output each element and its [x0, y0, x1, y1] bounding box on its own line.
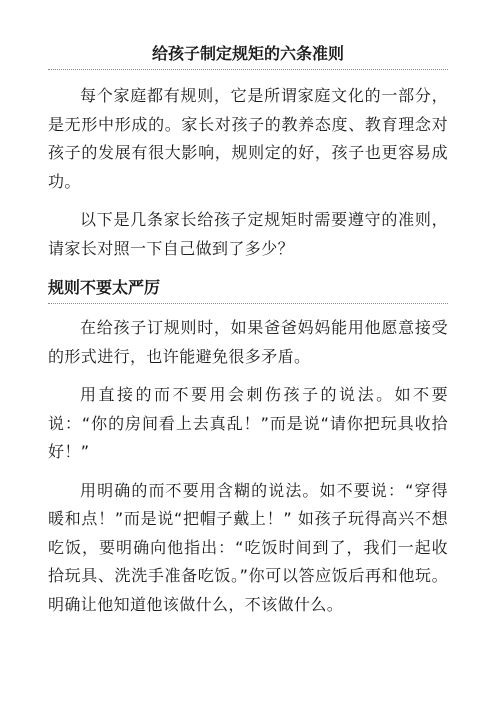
- intro-paragraph: 以下是几条家长给孩子定规矩时需要遵守的准则，请家长对照一下自己做到了多少？: [48, 210, 448, 258]
- section-paragraph: 用直接的而不要用会刺伤孩子的说法。如不要说：“你的房间看上去真乱！”而是说“请你把玩具收拾好！”: [48, 385, 448, 461]
- section-paragraph: 用明确的而不要用含糊的说法。如不要说：“穿得暖和点！”而是说“把帽子戴上！” 如孩子玩得高兴不想吃饭，要明确向他指出：“吃饭时间到了，我们一起收拾玩具、洗洗手准备吃饭。”你可以答应饭后再和他玩。明确让他知道他该做什么，不该做什么。: [48, 480, 448, 614]
- intro-paragraph: 每个家庭都有规则，它是所谓家庭文化的一部分，是无形中形成的。家长对孩子的教养态度、教育理念对孩子的发展有很大影响，规则定的好，孩子也更容易成功。: [48, 86, 448, 191]
- document-title: 给孩子制定规矩的六条准则: [48, 44, 448, 70]
- section-heading: 规则不要太严厉: [48, 277, 448, 304]
- section-paragraph: 在给孩子订规则时，如果爸爸妈妈能用他愿意接受的形式进行，也许能避免很多矛盾。: [48, 318, 448, 366]
